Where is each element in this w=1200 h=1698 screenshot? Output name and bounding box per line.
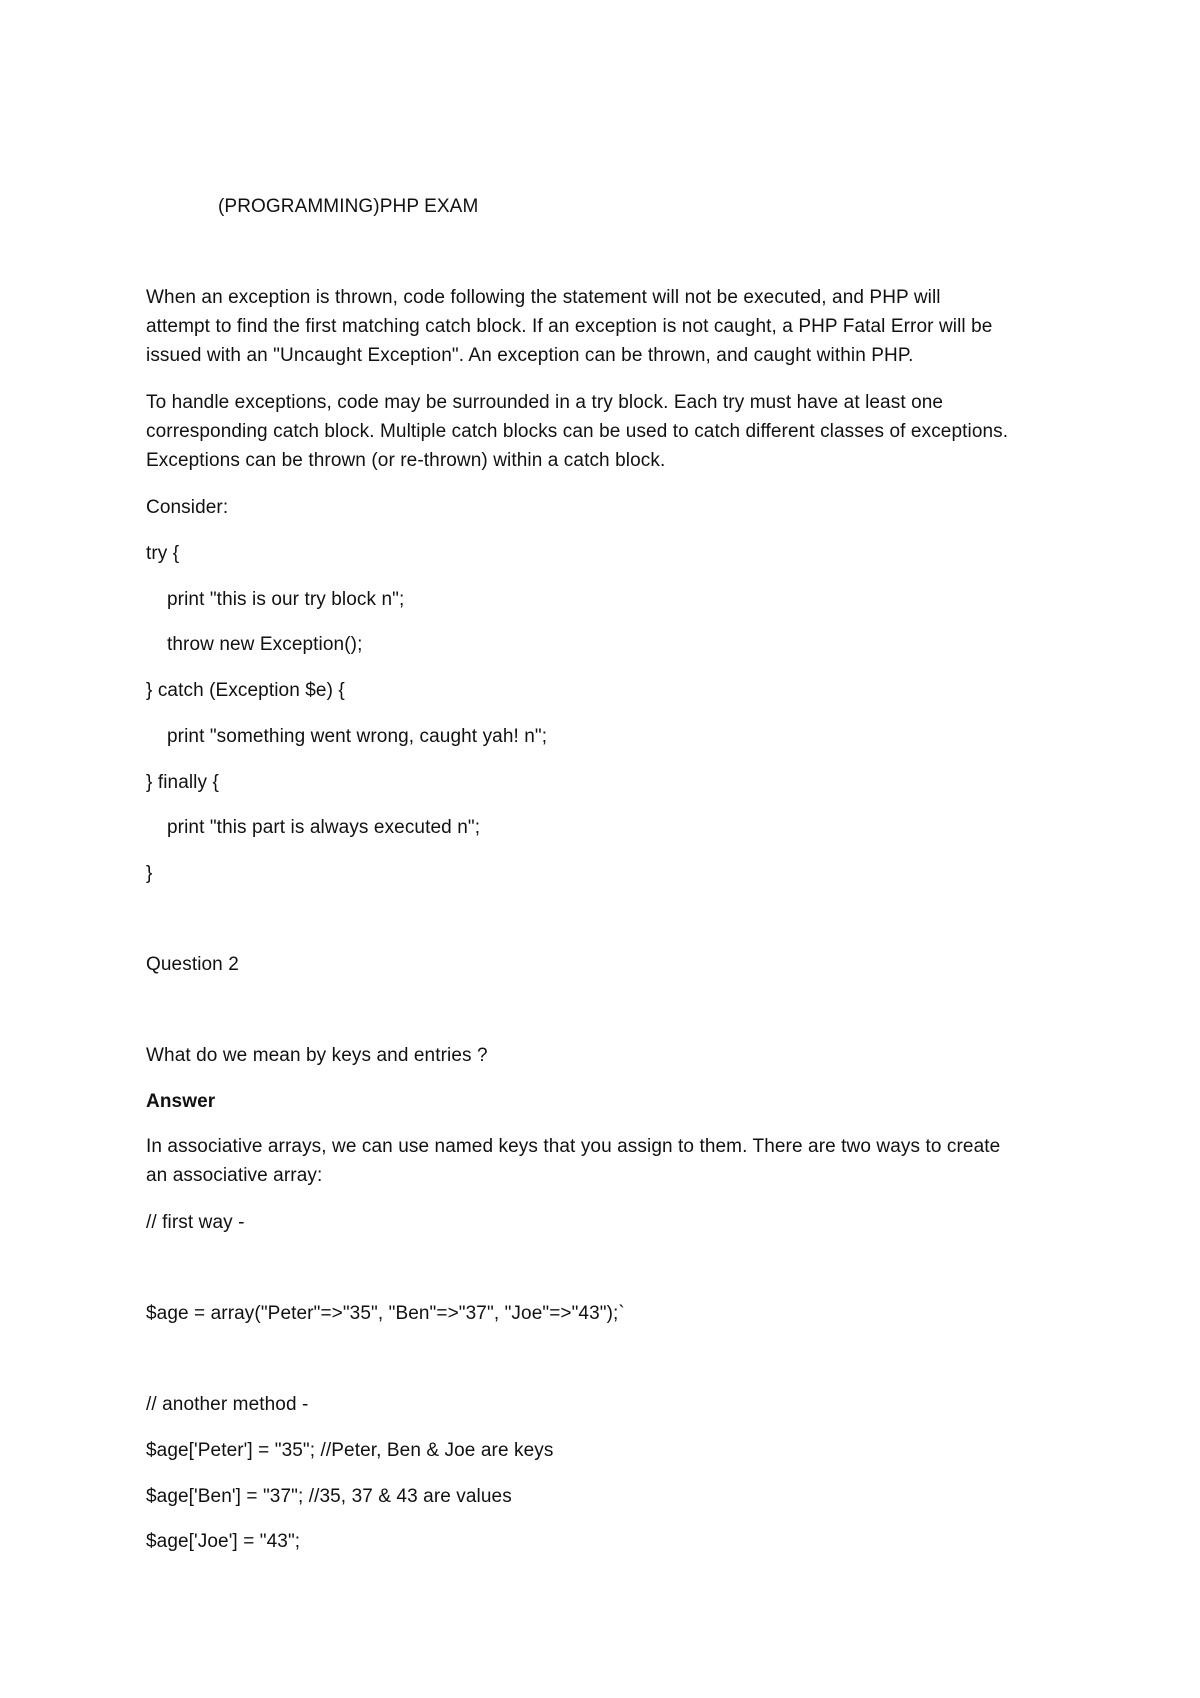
code-line: print "something went wrong, caught yah! n"; (167, 726, 548, 747)
code-line: print "this part is always executed n"; (167, 817, 481, 838)
code-line: } catch (Exception $e) { (146, 680, 345, 701)
intro-paragraph-2-line-1: To handle exceptions, code may be surrounded in a try block. Each try must have at least one (146, 392, 944, 413)
code-assign-joe: $age['Joe'] = "43"; (146, 1531, 301, 1552)
code-line: print "this is our try block n"; (167, 589, 405, 610)
code-line: throw new Exception(); (167, 634, 363, 655)
intro-paragraph-1-line-3: issued with an "Uncaught Exception". An exception can be thrown, and caught within PHP. (146, 345, 914, 366)
intro-paragraph-2-line-3: Exceptions can be thrown (or re-thrown) within a catch block. (146, 450, 666, 471)
code-line: } (146, 863, 153, 884)
answer-label: Answer (146, 1091, 216, 1112)
comment-first-way: // first way - (146, 1212, 245, 1233)
code-assign-peter: $age['Peter'] = "35"; //Peter, Ben & Joe are keys (146, 1440, 554, 1461)
intro-paragraph-1-line-2: attempt to find the first matching catch block. If an exception is not caught, a PHP Fatal Error will be (146, 316, 993, 337)
code-line: } finally { (146, 772, 219, 793)
document-title: (PROGRAMMING)PHP EXAM (218, 196, 479, 217)
intro-paragraph-2-line-2: corresponding catch block. Multiple catch blocks can be used to catch different classes of exceptions. (146, 421, 1009, 442)
intro-paragraph-1-line-1: When an exception is thrown, code following the statement will not be executed, and PHP will (146, 287, 941, 308)
consider-label: Consider: (146, 497, 229, 518)
code-array-literal: $age = array("Peter"=>"35", "Ben"=>"37", "Joe"=>"43");` (146, 1303, 625, 1324)
code-assign-ben: $age['Ben'] = "37"; //35, 37 & 43 are values (146, 1486, 512, 1507)
answer-line-2: an associative array: (146, 1165, 323, 1186)
question-2-text: What do we mean by keys and entries ? (146, 1045, 488, 1066)
comment-another-method: // another method - (146, 1394, 309, 1415)
code-line: try { (146, 543, 180, 564)
question-2-heading: Question 2 (146, 954, 239, 975)
answer-line-1: In associative arrays, we can use named keys that you assign to them. There are two ways to create (146, 1136, 1001, 1157)
